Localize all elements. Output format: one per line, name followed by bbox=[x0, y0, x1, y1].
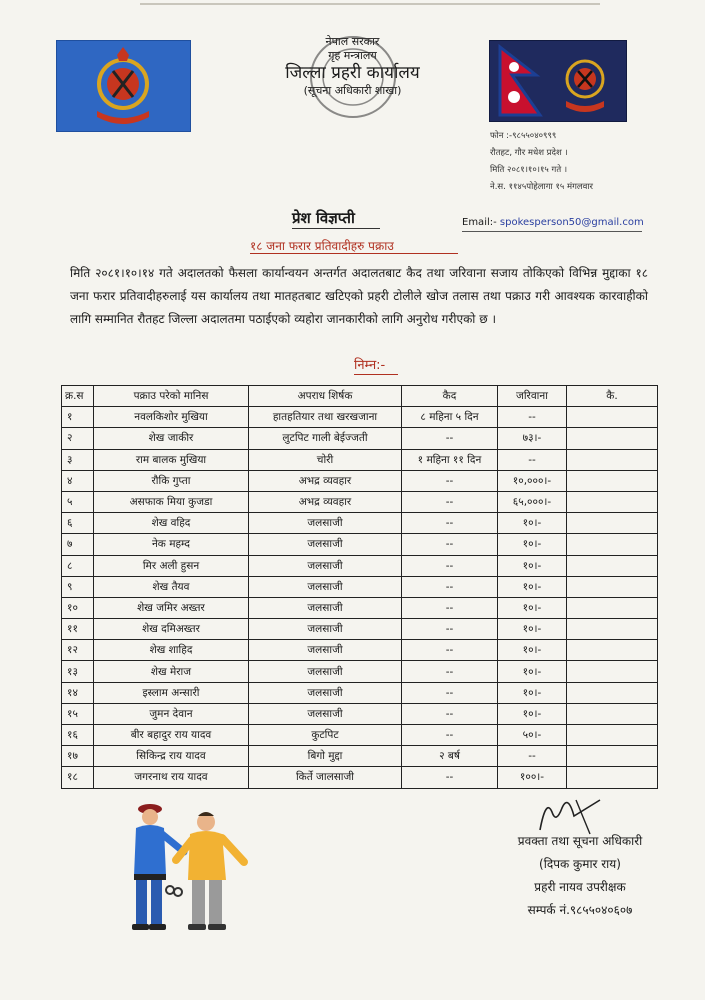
email-address[interactable]: spokesperson50@gmail.com bbox=[499, 217, 644, 228]
cell-arrested-person: शेख दमिअख्तर bbox=[94, 619, 249, 640]
nepal-sambat-date: ने.स. ११४५पोहेलागा १५ मंगलवार bbox=[490, 182, 594, 192]
cell-imprisonment: -- bbox=[402, 576, 498, 597]
cell-imprisonment: -- bbox=[402, 682, 498, 703]
list-heading-underline bbox=[354, 374, 398, 375]
cell-arrested-person: शेख जाकीर bbox=[94, 428, 249, 449]
cell-fine: १०।- bbox=[498, 555, 567, 576]
top-border bbox=[140, 3, 600, 5]
cell-imprisonment: १ महिना ११ दिन bbox=[402, 449, 498, 470]
cell-fine: १०।- bbox=[498, 597, 567, 618]
ministry-label: गृह मन्त्रालय bbox=[328, 49, 377, 62]
cell-remarks bbox=[567, 703, 658, 724]
cell-offense: जलसाजी bbox=[249, 661, 402, 682]
cell-arrested-person: मिर अली हुसन bbox=[94, 555, 249, 576]
cell-imprisonment: -- bbox=[402, 513, 498, 534]
cell-fine: १०।- bbox=[498, 661, 567, 682]
cell-remarks bbox=[567, 513, 658, 534]
officer-signature-block bbox=[490, 830, 670, 922]
cell-arrested-person: शेख जमिर अख्तर bbox=[94, 597, 249, 618]
table-row bbox=[62, 491, 658, 512]
cell-arrested-person: सिकिन्द्र राय यादव bbox=[94, 746, 249, 767]
cell-offense: जलसाजी bbox=[249, 534, 402, 555]
officer-name: (दिपक कुमार राय) bbox=[539, 857, 621, 871]
cell-fine: ६५,०००।- bbox=[498, 491, 567, 512]
cell-imprisonment: -- bbox=[402, 428, 498, 449]
cell-serial: ११ bbox=[62, 619, 94, 640]
cell-arrested-person: शेख तैयव bbox=[94, 576, 249, 597]
cell-offense: किर्ते जालसाजी bbox=[249, 767, 402, 788]
list-heading: निम्न:- bbox=[354, 358, 386, 373]
column-header-offense: अपराध शिर्षक bbox=[249, 386, 402, 407]
table-row bbox=[62, 703, 658, 724]
cell-remarks bbox=[567, 597, 658, 618]
officer-contact: सम्पर्क नं.९८५५०४०६०७ bbox=[527, 903, 633, 917]
cell-arrested-person: रौकि गुप्ता bbox=[94, 470, 249, 491]
cell-remarks bbox=[567, 725, 658, 746]
table-row bbox=[62, 767, 658, 788]
cell-offense: जलसाजी bbox=[249, 703, 402, 724]
cell-imprisonment: -- bbox=[402, 703, 498, 724]
cell-serial: ७ bbox=[62, 534, 94, 555]
cell-remarks bbox=[567, 767, 658, 788]
table-row bbox=[62, 576, 658, 597]
cell-serial: २ bbox=[62, 428, 94, 449]
document-title: प्रेश विज्ञप्ती bbox=[292, 209, 355, 227]
cell-imprisonment: ८ महिना ५ दिन bbox=[402, 407, 498, 428]
cell-offense: चोरी bbox=[249, 449, 402, 470]
cell-offense: जलसाजी bbox=[249, 513, 402, 534]
title-underline bbox=[292, 228, 380, 229]
cell-imprisonment: -- bbox=[402, 725, 498, 746]
office-name: जिल्ला प्रहरी कार्यालय bbox=[285, 63, 420, 83]
cell-imprisonment: -- bbox=[402, 640, 498, 661]
cell-offense: बिगो मुद्दा bbox=[249, 746, 402, 767]
section-name: (सूचना अधिकारी शाखा) bbox=[303, 84, 402, 97]
cell-remarks bbox=[567, 555, 658, 576]
cell-imprisonment: २ बर्ष bbox=[402, 746, 498, 767]
email-label: Email:- bbox=[462, 217, 497, 228]
table-row bbox=[62, 746, 658, 767]
cell-fine: १०।- bbox=[498, 682, 567, 703]
cell-fine: १०।- bbox=[498, 534, 567, 555]
cell-imprisonment: -- bbox=[402, 767, 498, 788]
table-row bbox=[62, 449, 658, 470]
email-underline bbox=[462, 231, 642, 232]
cell-offense: लुटपिट गाली बेईज्जती bbox=[249, 428, 402, 449]
cell-arrested-person: जुमन देवान bbox=[94, 703, 249, 724]
table-row bbox=[62, 428, 658, 449]
cell-fine: ७३।- bbox=[498, 428, 567, 449]
contact-block bbox=[490, 128, 593, 196]
column-header-remarks: कै. bbox=[567, 386, 658, 407]
cell-remarks bbox=[567, 661, 658, 682]
government-label: नेपाल सरकार bbox=[325, 35, 380, 48]
nepal-flag-icon bbox=[489, 40, 627, 122]
cell-offense: जलसाजी bbox=[249, 682, 402, 703]
table-header-row bbox=[62, 386, 658, 407]
cell-arrested-person: शेख शाहिद bbox=[94, 640, 249, 661]
cell-offense: जलसाजी bbox=[249, 640, 402, 661]
table-row bbox=[62, 470, 658, 491]
cell-fine: १०।- bbox=[498, 619, 567, 640]
cell-arrested-person: बीर बहादुर राय यादव bbox=[94, 725, 249, 746]
cell-offense: जलसाजी bbox=[249, 576, 402, 597]
cell-fine: १०।- bbox=[498, 703, 567, 724]
email-contact bbox=[462, 217, 644, 228]
cell-fine: १०।- bbox=[498, 640, 567, 661]
cell-serial: १६ bbox=[62, 725, 94, 746]
cell-arrested-person: असफाक मिया कुजडा bbox=[94, 491, 249, 512]
table-row bbox=[62, 640, 658, 661]
cell-offense: कुटपिट bbox=[249, 725, 402, 746]
column-header-arrested-person: पक्राउ परेको मानिस bbox=[94, 386, 249, 407]
cell-offense: अभद्र व्यवहार bbox=[249, 491, 402, 512]
column-header-serial: क्र.स bbox=[62, 386, 94, 407]
cell-fine: -- bbox=[498, 407, 567, 428]
document-subtitle: १८ जना फरार प्रतिवादीहरु पक्राउ bbox=[250, 239, 394, 253]
office-address: रौतहट, गौर मधेश प्रदेश । bbox=[490, 148, 568, 158]
police-emblem-icon bbox=[56, 40, 191, 132]
cell-imprisonment: -- bbox=[402, 470, 498, 491]
cell-arrested-person: इस्लाम अन्सारी bbox=[94, 682, 249, 703]
cell-offense: अभद्र व्यवहार bbox=[249, 470, 402, 491]
table-row bbox=[62, 534, 658, 555]
cell-fine: १०।- bbox=[498, 513, 567, 534]
phone-number: फोन :-९८५५०४०९९९ bbox=[490, 131, 557, 141]
table-row bbox=[62, 619, 658, 640]
cell-imprisonment: -- bbox=[402, 597, 498, 618]
cell-remarks bbox=[567, 640, 658, 661]
cell-fine: १०।- bbox=[498, 576, 567, 597]
cell-arrested-person: शेख मेराज bbox=[94, 661, 249, 682]
cell-remarks bbox=[567, 449, 658, 470]
officer-rank: प्रहरी नायव उपरीक्षक bbox=[534, 880, 626, 894]
cell-fine: ५०।- bbox=[498, 725, 567, 746]
cell-arrested-person: जगरनाथ राय यादव bbox=[94, 767, 249, 788]
cell-remarks bbox=[567, 682, 658, 703]
cell-offense: जलसाजी bbox=[249, 555, 402, 576]
cell-serial: ३ bbox=[62, 449, 94, 470]
cell-serial: ८ bbox=[62, 555, 94, 576]
cell-serial: ५ bbox=[62, 491, 94, 512]
cell-serial: ६ bbox=[62, 513, 94, 534]
table-row bbox=[62, 682, 658, 703]
column-header-imprisonment: कैद bbox=[402, 386, 498, 407]
issue-date: मिति २०८१।१०।१५ गते । bbox=[490, 165, 568, 175]
cell-serial: १ bbox=[62, 407, 94, 428]
cell-fine: १००।- bbox=[498, 767, 567, 788]
police-arrest-illustration bbox=[122, 800, 257, 935]
cell-remarks bbox=[567, 428, 658, 449]
cell-arrested-person: नेक महम्द bbox=[94, 534, 249, 555]
table-row bbox=[62, 661, 658, 682]
table-row bbox=[62, 597, 658, 618]
cell-offense: जलसाजी bbox=[249, 619, 402, 640]
cell-offense: हातहतियार तथा खरखजाना bbox=[249, 407, 402, 428]
cell-remarks bbox=[567, 619, 658, 640]
cell-serial: १२ bbox=[62, 640, 94, 661]
cell-fine: -- bbox=[498, 449, 567, 470]
cell-serial: १७ bbox=[62, 746, 94, 767]
cell-imprisonment: -- bbox=[402, 555, 498, 576]
cell-remarks bbox=[567, 746, 658, 767]
officer-role: प्रवक्ता तथा सूचना अधिकारी bbox=[517, 834, 643, 848]
table-row bbox=[62, 407, 658, 428]
cell-serial: १३ bbox=[62, 661, 94, 682]
cell-offense: जलसाजी bbox=[249, 597, 402, 618]
column-header-fine: जरिवाना bbox=[498, 386, 567, 407]
cell-serial: ४ bbox=[62, 470, 94, 491]
cell-arrested-person: शेख वहिद bbox=[94, 513, 249, 534]
cell-imprisonment: -- bbox=[402, 491, 498, 512]
cell-fine: -- bbox=[498, 746, 567, 767]
arrest-records-table bbox=[61, 385, 658, 789]
cell-remarks bbox=[567, 576, 658, 597]
subtitle-underline bbox=[250, 253, 458, 254]
cell-imprisonment: -- bbox=[402, 619, 498, 640]
table-row bbox=[62, 725, 658, 746]
cell-arrested-person: नवलकिशोर मुखिया bbox=[94, 407, 249, 428]
cell-imprisonment: -- bbox=[402, 534, 498, 555]
cell-remarks bbox=[567, 534, 658, 555]
cell-serial: १४ bbox=[62, 682, 94, 703]
table-row bbox=[62, 555, 658, 576]
cell-serial: १० bbox=[62, 597, 94, 618]
cell-remarks bbox=[567, 491, 658, 512]
cell-fine: १०,०००।- bbox=[498, 470, 567, 491]
cell-serial: १५ bbox=[62, 703, 94, 724]
cell-arrested-person: राम बालक मुखिया bbox=[94, 449, 249, 470]
cell-serial: ९ bbox=[62, 576, 94, 597]
cell-imprisonment: -- bbox=[402, 661, 498, 682]
cell-remarks bbox=[567, 470, 658, 491]
table-body bbox=[62, 407, 658, 788]
table-row bbox=[62, 513, 658, 534]
cell-remarks bbox=[567, 407, 658, 428]
cell-serial: १८ bbox=[62, 767, 94, 788]
body-paragraph: मिति २०८१।१०।१४ गते अदालतको फैसला कार्यान्वयन अन्तर्गत अदालतबाट कैद तथा जरिवाना सजाय तोकिएको विभिन्न मुद्दाका १८ जना फरार प्रतिवादीहरुलाई यस कार्यालय तथा मातहतबाट खटिएको प्रहरी टोलीले खोज तलास तथा पक्राउ गरी आवश्यक कारवाहीको लागि सम्मानित रौतहट जिल्ला अदालतमा पठाईएको व्यहोरा जानकारीको लागि अनुरोध गरीएको छ । bbox=[70, 266, 648, 326]
office-header bbox=[275, 35, 430, 98]
office-stamp-seal bbox=[303, 29, 403, 124]
